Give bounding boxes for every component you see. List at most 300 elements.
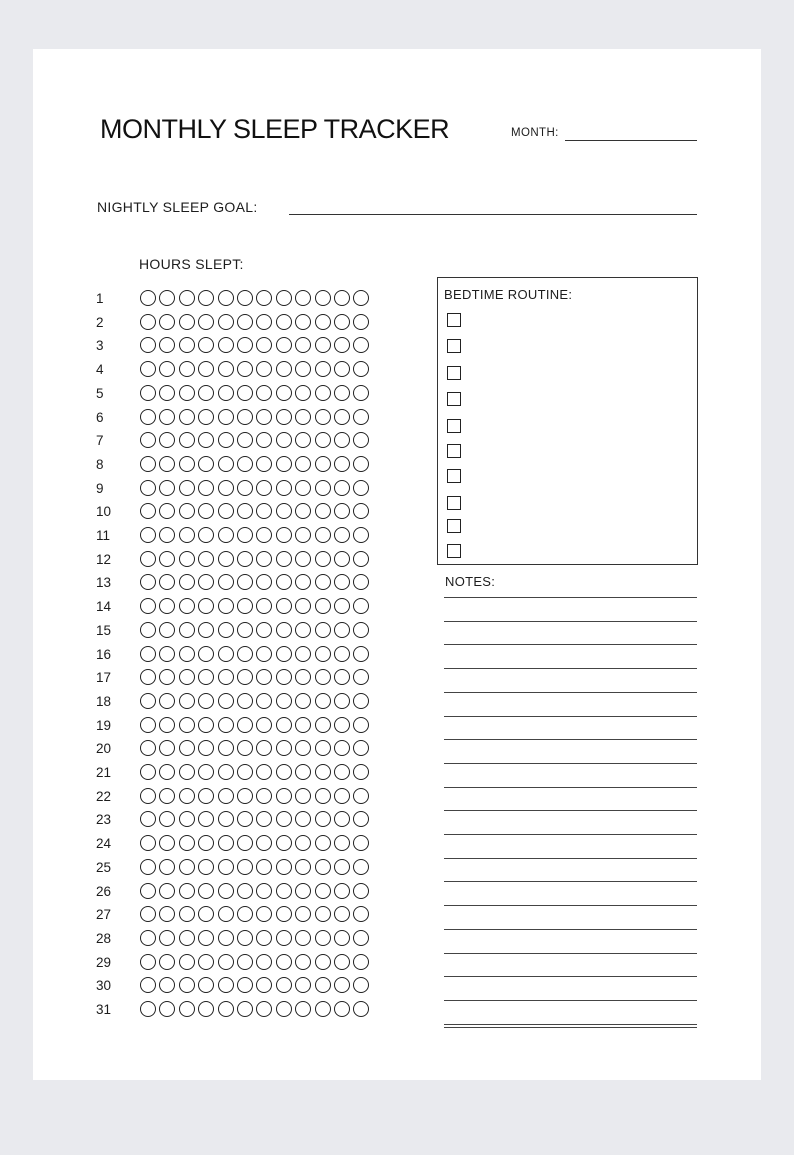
hour-circle[interactable] (334, 1001, 350, 1017)
hour-circle[interactable] (159, 385, 175, 401)
hour-circle[interactable] (218, 527, 234, 543)
note-line[interactable] (444, 929, 697, 930)
hour-circle[interactable] (353, 337, 369, 353)
hour-circle[interactable] (295, 432, 311, 448)
hour-circle[interactable] (198, 622, 214, 638)
hour-circle[interactable] (295, 622, 311, 638)
hour-circle[interactable] (276, 788, 292, 804)
hour-circle[interactable] (159, 930, 175, 946)
hour-circle[interactable] (218, 646, 234, 662)
hour-circle[interactable] (218, 669, 234, 685)
hour-circle[interactable] (315, 954, 331, 970)
hour-circle[interactable] (237, 598, 253, 614)
hour-circle[interactable] (276, 503, 292, 519)
hour-circle[interactable] (256, 717, 272, 733)
hour-circle[interactable] (218, 503, 234, 519)
note-line[interactable] (444, 644, 697, 645)
hour-circle[interactable] (276, 409, 292, 425)
hour-circle[interactable] (256, 835, 272, 851)
hour-circle[interactable] (334, 811, 350, 827)
hour-circle[interactable] (198, 290, 214, 306)
hour-circle[interactable] (218, 1001, 234, 1017)
hour-circle[interactable] (353, 361, 369, 377)
hour-circle[interactable] (256, 337, 272, 353)
hour-circle[interactable] (315, 930, 331, 946)
hour-circle[interactable] (276, 811, 292, 827)
hour-circle[interactable] (237, 385, 253, 401)
note-line[interactable] (444, 763, 697, 764)
hour-circle[interactable] (179, 788, 195, 804)
hour-circle[interactable] (198, 693, 214, 709)
hour-circle[interactable] (140, 954, 156, 970)
hour-circle[interactable] (295, 337, 311, 353)
hour-circle[interactable] (140, 409, 156, 425)
hour-circle[interactable] (218, 835, 234, 851)
hour-circle[interactable] (179, 622, 195, 638)
hour-circle[interactable] (256, 622, 272, 638)
hour-circle[interactable] (159, 811, 175, 827)
hour-circle[interactable] (218, 740, 234, 756)
note-line[interactable] (444, 1024, 697, 1025)
hour-circle[interactable] (295, 1001, 311, 1017)
note-line[interactable] (444, 621, 697, 622)
hour-circle[interactable] (256, 456, 272, 472)
hour-circle[interactable] (179, 314, 195, 330)
hour-circle[interactable] (237, 740, 253, 756)
hour-circle[interactable] (295, 456, 311, 472)
hour-circle[interactable] (179, 480, 195, 496)
hour-circle[interactable] (159, 480, 175, 496)
hour-circle[interactable] (198, 574, 214, 590)
hour-circle[interactable] (179, 456, 195, 472)
hour-circle[interactable] (140, 337, 156, 353)
hour-circle[interactable] (198, 669, 214, 685)
hour-circle[interactable] (334, 456, 350, 472)
hour-circle[interactable] (218, 906, 234, 922)
hour-circle[interactable] (315, 480, 331, 496)
hour-circle[interactable] (315, 906, 331, 922)
hour-circle[interactable] (198, 480, 214, 496)
routine-checkbox[interactable] (447, 544, 461, 558)
hour-circle[interactable] (237, 930, 253, 946)
hour-circle[interactable] (334, 290, 350, 306)
hour-circle[interactable] (353, 385, 369, 401)
hour-circle[interactable] (353, 456, 369, 472)
hour-circle[interactable] (198, 551, 214, 567)
hour-circle[interactable] (198, 764, 214, 780)
hour-circle[interactable] (315, 409, 331, 425)
hour-circle[interactable] (276, 977, 292, 993)
hour-circle[interactable] (198, 527, 214, 543)
hour-circle[interactable] (140, 598, 156, 614)
hour-circle[interactable] (237, 693, 253, 709)
hour-circle[interactable] (198, 646, 214, 662)
note-line[interactable] (444, 858, 697, 859)
hour-circle[interactable] (315, 811, 331, 827)
routine-checkbox[interactable] (447, 313, 461, 327)
hour-circle[interactable] (179, 764, 195, 780)
hour-circle[interactable] (334, 385, 350, 401)
hour-circle[interactable] (353, 811, 369, 827)
hour-circle[interactable] (198, 954, 214, 970)
hour-circle[interactable] (276, 835, 292, 851)
hour-circle[interactable] (237, 835, 253, 851)
hour-circle[interactable] (256, 503, 272, 519)
hour-circle[interactable] (276, 527, 292, 543)
hour-circle[interactable] (353, 503, 369, 519)
hour-circle[interactable] (295, 954, 311, 970)
hour-circle[interactable] (237, 977, 253, 993)
hour-circle[interactable] (237, 811, 253, 827)
hour-circle[interactable] (353, 527, 369, 543)
hour-circle[interactable] (179, 337, 195, 353)
hour-circle[interactable] (353, 432, 369, 448)
hour-circle[interactable] (198, 337, 214, 353)
hour-circle[interactable] (159, 456, 175, 472)
hour-circle[interactable] (315, 598, 331, 614)
hour-circle[interactable] (198, 930, 214, 946)
hour-circle[interactable] (159, 788, 175, 804)
hour-circle[interactable] (179, 859, 195, 875)
hour-circle[interactable] (159, 598, 175, 614)
hour-circle[interactable] (334, 432, 350, 448)
hour-circle[interactable] (140, 432, 156, 448)
hour-circle[interactable] (159, 859, 175, 875)
hour-circle[interactable] (237, 290, 253, 306)
hour-circle[interactable] (276, 598, 292, 614)
hour-circle[interactable] (159, 693, 175, 709)
hour-circle[interactable] (334, 646, 350, 662)
hour-circle[interactable] (353, 480, 369, 496)
hour-circle[interactable] (159, 409, 175, 425)
hour-circle[interactable] (256, 598, 272, 614)
hour-circle[interactable] (334, 906, 350, 922)
hour-circle[interactable] (334, 693, 350, 709)
hour-circle[interactable] (218, 788, 234, 804)
hour-circle[interactable] (334, 598, 350, 614)
hour-circle[interactable] (315, 764, 331, 780)
hour-circle[interactable] (353, 788, 369, 804)
hour-circle[interactable] (179, 361, 195, 377)
hour-circle[interactable] (315, 646, 331, 662)
hour-circle[interactable] (315, 361, 331, 377)
hour-circle[interactable] (179, 598, 195, 614)
hour-circle[interactable] (256, 361, 272, 377)
routine-checkbox[interactable] (447, 392, 461, 406)
hour-circle[interactable] (334, 527, 350, 543)
hour-circle[interactable] (276, 764, 292, 780)
hour-circle[interactable] (295, 811, 311, 827)
hour-circle[interactable] (315, 788, 331, 804)
hour-circle[interactable] (140, 1001, 156, 1017)
hour-circle[interactable] (276, 314, 292, 330)
hour-circle[interactable] (353, 717, 369, 733)
hour-circle[interactable] (295, 930, 311, 946)
hour-circle[interactable] (159, 1001, 175, 1017)
hour-circle[interactable] (218, 480, 234, 496)
hour-circle[interactable] (140, 385, 156, 401)
hour-circle[interactable] (295, 527, 311, 543)
hour-circle[interactable] (295, 314, 311, 330)
hour-circle[interactable] (315, 385, 331, 401)
hour-circle[interactable] (256, 480, 272, 496)
hour-circle[interactable] (276, 622, 292, 638)
hour-circle[interactable] (218, 409, 234, 425)
hour-circle[interactable] (218, 883, 234, 899)
hour-circle[interactable] (218, 930, 234, 946)
hour-circle[interactable] (334, 409, 350, 425)
hour-circle[interactable] (315, 740, 331, 756)
hour-circle[interactable] (218, 811, 234, 827)
hour-circle[interactable] (353, 977, 369, 993)
note-line[interactable] (444, 881, 697, 882)
hour-circle[interactable] (256, 883, 272, 899)
hour-circle[interactable] (140, 314, 156, 330)
routine-checkbox[interactable] (447, 339, 461, 353)
hour-circle[interactable] (237, 669, 253, 685)
routine-checkbox[interactable] (447, 419, 461, 433)
note-line[interactable] (444, 692, 697, 693)
hour-circle[interactable] (218, 764, 234, 780)
hour-circle[interactable] (315, 551, 331, 567)
hour-circle[interactable] (256, 764, 272, 780)
hour-circle[interactable] (140, 622, 156, 638)
hour-circle[interactable] (353, 574, 369, 590)
hour-circle[interactable] (256, 693, 272, 709)
hour-circle[interactable] (276, 717, 292, 733)
hour-circle[interactable] (179, 669, 195, 685)
hour-circle[interactable] (159, 290, 175, 306)
hour-circle[interactable] (295, 290, 311, 306)
hour-circle[interactable] (198, 835, 214, 851)
hour-circle[interactable] (353, 740, 369, 756)
hour-circle[interactable] (140, 456, 156, 472)
note-line[interactable] (444, 668, 697, 669)
hour-circle[interactable] (315, 977, 331, 993)
hour-circle[interactable] (256, 1001, 272, 1017)
hour-circle[interactable] (179, 290, 195, 306)
hour-circle[interactable] (276, 740, 292, 756)
hour-circle[interactable] (159, 669, 175, 685)
hour-circle[interactable] (353, 954, 369, 970)
hour-circle[interactable] (159, 527, 175, 543)
hour-circle[interactable] (198, 811, 214, 827)
hour-circle[interactable] (334, 503, 350, 519)
hour-circle[interactable] (315, 883, 331, 899)
hour-circle[interactable] (198, 883, 214, 899)
note-line[interactable] (444, 1000, 697, 1001)
hour-circle[interactable] (295, 409, 311, 425)
hour-circle[interactable] (218, 314, 234, 330)
hour-circle[interactable] (179, 835, 195, 851)
hour-circle[interactable] (334, 669, 350, 685)
hour-circle[interactable] (159, 551, 175, 567)
hour-circle[interactable] (256, 409, 272, 425)
hour-circle[interactable] (276, 693, 292, 709)
hour-circle[interactable] (353, 669, 369, 685)
hour-circle[interactable] (295, 503, 311, 519)
hour-circle[interactable] (198, 456, 214, 472)
hour-circle[interactable] (276, 385, 292, 401)
hour-circle[interactable] (276, 883, 292, 899)
hour-circle[interactable] (140, 717, 156, 733)
hour-circle[interactable] (295, 906, 311, 922)
hour-circle[interactable] (315, 669, 331, 685)
hour-circle[interactable] (295, 717, 311, 733)
note-line[interactable] (444, 597, 697, 598)
hour-circle[interactable] (159, 337, 175, 353)
hour-circle[interactable] (237, 954, 253, 970)
hour-circle[interactable] (276, 1001, 292, 1017)
hour-circle[interactable] (179, 740, 195, 756)
hour-circle[interactable] (334, 622, 350, 638)
hour-circle[interactable] (237, 646, 253, 662)
hour-circle[interactable] (334, 337, 350, 353)
hour-circle[interactable] (295, 646, 311, 662)
hour-circle[interactable] (334, 764, 350, 780)
hour-circle[interactable] (237, 622, 253, 638)
hour-circle[interactable] (218, 361, 234, 377)
hour-circle[interactable] (218, 598, 234, 614)
hour-circle[interactable] (198, 1001, 214, 1017)
hour-circle[interactable] (179, 527, 195, 543)
note-line[interactable] (444, 810, 697, 811)
month-field[interactable] (565, 140, 697, 141)
hour-circle[interactable] (140, 669, 156, 685)
hour-circle[interactable] (256, 574, 272, 590)
hour-circle[interactable] (218, 432, 234, 448)
hour-circle[interactable] (353, 409, 369, 425)
note-line[interactable] (444, 739, 697, 740)
hour-circle[interactable] (218, 859, 234, 875)
hour-circle[interactable] (256, 906, 272, 922)
hour-circle[interactable] (256, 432, 272, 448)
hour-circle[interactable] (237, 717, 253, 733)
hour-circle[interactable] (237, 432, 253, 448)
hour-circle[interactable] (159, 314, 175, 330)
hour-circle[interactable] (140, 646, 156, 662)
hour-circle[interactable] (237, 764, 253, 780)
hour-circle[interactable] (256, 385, 272, 401)
hour-circle[interactable] (140, 906, 156, 922)
hour-circle[interactable] (353, 646, 369, 662)
hour-circle[interactable] (237, 503, 253, 519)
hour-circle[interactable] (237, 906, 253, 922)
hour-circle[interactable] (179, 717, 195, 733)
hour-circle[interactable] (276, 906, 292, 922)
note-line[interactable] (444, 834, 697, 835)
hour-circle[interactable] (353, 859, 369, 875)
hour-circle[interactable] (295, 977, 311, 993)
hour-circle[interactable] (276, 646, 292, 662)
hour-circle[interactable] (198, 409, 214, 425)
hour-circle[interactable] (315, 337, 331, 353)
hour-circle[interactable] (237, 527, 253, 543)
hour-circle[interactable] (179, 551, 195, 567)
hour-circle[interactable] (237, 456, 253, 472)
hour-circle[interactable] (315, 527, 331, 543)
hour-circle[interactable] (353, 906, 369, 922)
hour-circle[interactable] (315, 1001, 331, 1017)
hour-circle[interactable] (334, 977, 350, 993)
hour-circle[interactable] (179, 883, 195, 899)
hour-circle[interactable] (237, 409, 253, 425)
note-line[interactable] (444, 1027, 697, 1028)
hour-circle[interactable] (295, 385, 311, 401)
hour-circle[interactable] (179, 930, 195, 946)
hour-circle[interactable] (276, 480, 292, 496)
hour-circle[interactable] (179, 432, 195, 448)
hour-circle[interactable] (315, 835, 331, 851)
hour-circle[interactable] (179, 954, 195, 970)
hour-circle[interactable] (276, 669, 292, 685)
hour-circle[interactable] (295, 480, 311, 496)
hour-circle[interactable] (218, 456, 234, 472)
hour-circle[interactable] (140, 930, 156, 946)
hour-circle[interactable] (315, 314, 331, 330)
hour-circle[interactable] (334, 551, 350, 567)
hour-circle[interactable] (218, 551, 234, 567)
hour-circle[interactable] (140, 835, 156, 851)
routine-checkbox[interactable] (447, 444, 461, 458)
hour-circle[interactable] (315, 622, 331, 638)
hour-circle[interactable] (256, 740, 272, 756)
hour-circle[interactable] (140, 740, 156, 756)
hour-circle[interactable] (179, 503, 195, 519)
hour-circle[interactable] (140, 977, 156, 993)
hour-circle[interactable] (179, 409, 195, 425)
hour-circle[interactable] (276, 432, 292, 448)
hour-circle[interactable] (159, 361, 175, 377)
routine-checkbox[interactable] (447, 366, 461, 380)
hour-circle[interactable] (295, 598, 311, 614)
hour-circle[interactable] (334, 314, 350, 330)
hour-circle[interactable] (334, 835, 350, 851)
hour-circle[interactable] (353, 551, 369, 567)
hour-circle[interactable] (276, 930, 292, 946)
hour-circle[interactable] (256, 954, 272, 970)
hour-circle[interactable] (218, 337, 234, 353)
hour-circle[interactable] (198, 717, 214, 733)
hour-circle[interactable] (218, 977, 234, 993)
note-line[interactable] (444, 787, 697, 788)
hour-circle[interactable] (237, 480, 253, 496)
hour-circle[interactable] (334, 930, 350, 946)
hour-circle[interactable] (334, 788, 350, 804)
hour-circle[interactable] (140, 788, 156, 804)
hour-circle[interactable] (237, 574, 253, 590)
hour-circle[interactable] (198, 432, 214, 448)
hour-circle[interactable] (159, 432, 175, 448)
hour-circle[interactable] (140, 883, 156, 899)
hour-circle[interactable] (315, 859, 331, 875)
hour-circle[interactable] (140, 764, 156, 780)
hour-circle[interactable] (198, 859, 214, 875)
hour-circle[interactable] (295, 883, 311, 899)
hour-circle[interactable] (295, 361, 311, 377)
hour-circle[interactable] (334, 954, 350, 970)
hour-circle[interactable] (218, 385, 234, 401)
hour-circle[interactable] (315, 717, 331, 733)
hour-circle[interactable] (295, 740, 311, 756)
hour-circle[interactable] (198, 503, 214, 519)
hour-circle[interactable] (353, 290, 369, 306)
hour-circle[interactable] (179, 1001, 195, 1017)
hour-circle[interactable] (353, 622, 369, 638)
hour-circle[interactable] (256, 977, 272, 993)
hour-circle[interactable] (315, 693, 331, 709)
hour-circle[interactable] (334, 574, 350, 590)
